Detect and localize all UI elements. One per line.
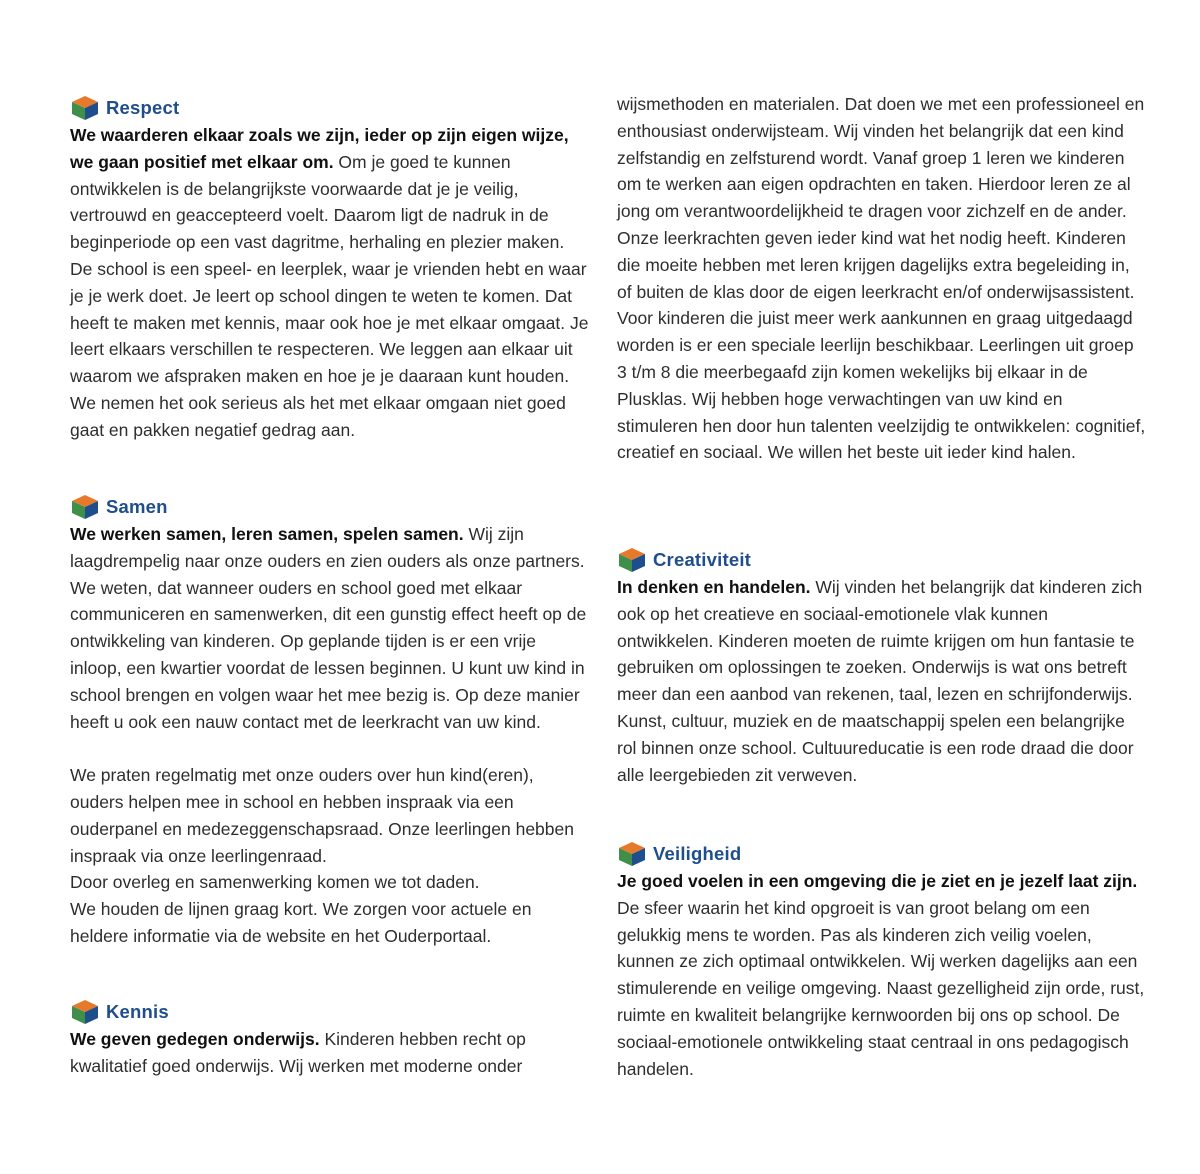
body-text: Wij vinden het belangrijk dat kinderen zich ook op het creatieve en sociaal-emotionele vlak kunnen ontwikkelen. Kinderen moeten de ruimte krijgen om hun fantasie te gebruiken om oplossingen te zoeken. Onderwijs is wat ons betreft meer dan een aanbod van rekenen, taal, lezen en schrijfonderwijs. Kunst, cultuur, muziek en de maatschappij spelen een belangrijke rol binnen onze school. Cultuureducatie is een rode draad die door alle leergebieden zit verweven. [617,577,1143,785]
section-title: Veiligheid [653,843,742,864]
paragraph: Door overleg en samenwerking komen we tot daden. [70,872,480,893]
body-text: Om je goed te kunnen ontwikkelen is de belangrijkste voorwaarde dat je je veilig, vertrouwd en geaccepteerd voelt. Daarom ligt de nadruk in de beginperiode op een vast dagritme, herhaling en plezier maken. De school is een speel- en leerplek, waar je vrienden hebt en waar je je werk doet. Je leert op school dingen te weten te komen. Dat heeft te maken met kennis, maar ook hoe je met elkaar omgaat. Je leert elkaars verschillen te respecteren. We leggen aan elkaar uit waarom we afspraken maken en hoe je je daaraan kunt houden. We nemen het ook serieus als het met elkaar omgaan niet goed gaat en pakken negatief gedrag aan. [70,151,589,440]
section-title: Creativiteit [653,549,752,570]
cube-icon [70,998,100,1026]
section-heading [70,998,590,1026]
lead-text: In denken en handelen. [617,577,811,597]
section-veiligheid [617,840,1147,1082]
cube-icon [70,94,100,122]
section-heading [70,94,590,122]
lead-text: We waarderen elkaar zoals we zijn, ieder op zijn eigen wijze, we gaan positief met elkaar om. [70,125,569,172]
section-heading [617,546,1147,574]
section-text [617,574,1147,788]
section-title: Respect [106,97,180,118]
section-text [70,122,590,444]
cube-icon [70,493,100,521]
lead-text: We werken samen, leren samen, spelen samen. [70,524,464,544]
lead-text: We geven gedegen onderwijs. [70,1029,320,1049]
lead-text: Je goed voelen in een omgeving die je ziet en je jezelf laat zijn. [617,871,1138,891]
section-text [70,1026,590,1080]
section-kennis-continued [617,91,1147,466]
section-title: Samen [106,496,168,517]
body-text: wijsmethoden en materialen. Dat doen we met een professioneel en enthousiast onderwijsteam. Wij vinden het belangrijk dat een kind zelfstandig en zelfsturend wordt. Vanaf groep 1 leren we kinderen om te werken aan eigen opdrachten en taken. Hierdoor leren ze al jong om verantwoordelijkheid te dragen voor zichzelf en de ander. Onze leerkrachten geven ieder kind wat het nodig heeft. Kinderen die moeite hebben met leren krijgen dagelijks extra begeleiding in, of buiten de klas door de eigen leerkracht en/of onderwijsassistent. Voor kinderen die juist meer werk aankunnen en graag uitgedaagd worden is er een speciale leerlijn beschikbaar. Leerlingen uit groep 3 t/m 8 die meerbegaafd zijn komen wekelijks bij elkaar in de Plusklas. Wij hebben hoge verwachtingen van uw kind en stimuleren hen door hun talenten veelzijdig te ontwikkelen: cognitief, creatief en sociaal. We willen het beste uit ieder kind halen. [617,94,1146,463]
section-respect [70,94,590,444]
body-text: Wij zijn laagdrempelig naar onze ouders en zien ouders als onze partners. We weten, dat wanneer ouders en school goed met elkaar communiceren en samenwerken, dit een gunstig effect heeft op de ontwikkeling van kinderen. Op geplande tijden is er een vrije inloop, een kwartier voordat de lessen beginnen. U kunt uw kind in school brengen en volgen waar het mee bezig is. Op deze manier heeft u ook een nauw contact met de leerkracht van uw kind. [70,524,587,732]
section-kennis [70,998,590,1080]
section-text [617,868,1147,1082]
section-heading [617,840,1147,868]
paragraph: We houden de lijnen graag kort. We zorgen voor actuele en heldere informatie via de website en het Ouderportaal. [70,899,532,946]
body-text: De sfeer waarin het kind opgroeit is van groot belang om een gelukkig mens te worden. Pas als kinderen zich veilig voelen, kunnen ze zich optimaal ontwikkelen. Wij werken dagelijks aan een stimulerende en veilige omgeving. Naast gezelligheid zijn orde, rust, ruimte en kwaliteit belangrijke kernwoorden bij ons op school. De sociaal-emotionele ontwikkeling staat centraal in ons pedagogisch handelen. [617,897,1145,1079]
section-text [70,521,590,735]
cube-icon [617,840,647,868]
section-creativiteit [617,546,1147,788]
body-text: Kinderen hebben recht op kwalitatief goed onderwijs. Wij werken met moderne onder [70,1029,526,1076]
paragraph: We praten regelmatig met onze ouders over hun kind(eren), ouders helpen mee in school en hebben inspraak via een ouderpanel en medezeggenschapsraad. Onze leerlingen hebben inspraak via onze leerlingenraad. [70,765,574,866]
section-title: Kennis [106,1001,169,1022]
section-samen [70,493,590,950]
cube-icon [617,546,647,574]
section-heading [70,493,590,521]
